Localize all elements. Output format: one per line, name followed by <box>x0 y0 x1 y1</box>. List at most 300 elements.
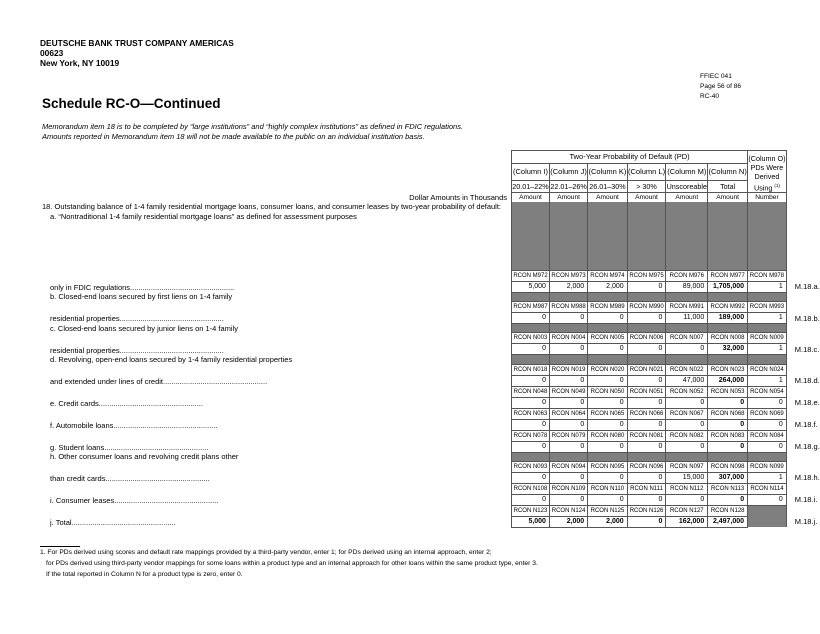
code-row-label <box>42 461 512 472</box>
row-a-label-part: a. “Nontraditional 1-4 family residential mortgage loans” as defined for assessment purposes <box>50 211 357 221</box>
shaded-cell <box>549 292 587 301</box>
form-number: FFIEC 041 <box>700 73 732 80</box>
item-tag: M.18.b. <box>794 313 820 323</box>
rcon-code: RCON N096 <box>627 461 666 472</box>
amount-value: 1 <box>748 375 787 386</box>
column-unit: Amount <box>512 193 550 203</box>
item-tag: M.18.a. <box>794 282 820 292</box>
item-18-intro-text: 18. Outstanding balance of 1-4 family residential mortgage loans, consumer loans, and consumer leases by two-year probability of default: <box>42 202 502 212</box>
row-label-lead: c. Closed-end loans secured by junior liens on 1-4 family <box>50 323 239 333</box>
shaded-cell <box>748 452 787 461</box>
rcon-code: RCON N052 <box>666 386 708 397</box>
row-label-text: e. Credit cards <box>50 398 99 408</box>
code-row <box>42 270 820 281</box>
shaded-cell <box>666 324 708 333</box>
bank-city: New York, NY 10019 <box>40 58 120 68</box>
rcon-code: RCON N097 <box>666 461 708 472</box>
amount-value: 0 <box>512 397 550 408</box>
leader-dots: .................................................. <box>71 518 176 527</box>
amount-value: 0 <box>708 397 748 408</box>
column-o-line3-wrap <box>748 181 786 192</box>
amount-value: 0 <box>627 397 666 408</box>
institution-header <box>40 38 234 68</box>
leader-dots: .................................................. <box>114 496 219 505</box>
shaded-cell <box>666 452 708 461</box>
amount-value: 0 <box>549 494 587 505</box>
shaded-cell <box>748 355 787 364</box>
rcon-code: RCON N114 <box>748 483 787 494</box>
row-label <box>42 472 512 483</box>
amount-value: 1 <box>748 344 787 355</box>
shaded-cell <box>512 355 550 364</box>
amount-value: 0 <box>588 375 627 386</box>
tag-spacer <box>786 386 820 397</box>
tag-spacer <box>786 193 820 203</box>
rcon-code: RCON N022 <box>666 364 708 375</box>
code-row-label <box>42 505 512 516</box>
tag-spacer <box>786 355 820 364</box>
shaded-cell <box>708 452 748 461</box>
column-range: > 30% <box>627 181 666 193</box>
rcon-code: RCON N066 <box>627 408 666 419</box>
code-row <box>42 364 820 375</box>
column-header: (Column K) <box>588 164 627 181</box>
amount-value: 0 <box>588 419 627 430</box>
pd-table <box>42 150 820 528</box>
footnote-line-1: 1. For PDs derived using scores and default rate mappings provided by a third-party vendor, enter 1; for PDs derived using an internal approach, enter 2; <box>40 549 492 556</box>
amount-value: 0 <box>512 472 550 483</box>
rcon-code: RCON N054 <box>748 386 787 397</box>
shaded-cell <box>666 355 708 364</box>
amount-value: 0 <box>588 494 627 505</box>
code-row <box>42 408 820 419</box>
code-row <box>42 333 820 344</box>
row-label <box>42 344 512 355</box>
row-label <box>42 494 512 505</box>
shaded-cell <box>627 452 666 461</box>
header-row-ranges <box>42 181 820 193</box>
amount-value: 0 <box>748 494 787 505</box>
shaded-cell <box>666 202 708 270</box>
shaded-cell <box>549 452 587 461</box>
row-label-text: than credit cards <box>50 474 106 483</box>
tag-spacer <box>786 202 820 270</box>
value-row <box>42 344 820 355</box>
shaded-cell <box>627 292 666 301</box>
rcon-code: RCON N021 <box>627 364 666 375</box>
rcon-code: RCON N018 <box>512 364 550 375</box>
rcon-code: RCON M976 <box>666 270 708 281</box>
amount-value: 0 <box>627 441 666 452</box>
rcon-code: RCON N068 <box>708 408 748 419</box>
rcon-code: RCON N128 <box>708 505 748 516</box>
rcon-code: RCON N049 <box>549 386 587 397</box>
column-o-title: (Column O) <box>748 154 786 163</box>
amount-value: 307,000 <box>708 472 748 483</box>
tag-spacer <box>786 408 820 419</box>
code-row <box>42 461 820 472</box>
row-label-text: j. Total <box>50 518 72 527</box>
amount-value: 5,000 <box>512 516 550 527</box>
leader-dots: .................................................. <box>119 314 224 324</box>
code-row-label <box>42 270 512 281</box>
amount-value: 0 <box>549 397 587 408</box>
rcon-code: RCON M988 <box>549 302 587 313</box>
memorandum-note <box>42 122 742 142</box>
shaded-cell <box>588 355 627 364</box>
rcon-code: RCON N007 <box>666 333 708 344</box>
row-label-text: and extended under lines of credit <box>50 376 163 386</box>
leader-dots: .................................................. <box>163 376 268 386</box>
value-row <box>42 472 820 483</box>
column-range: Total <box>708 181 748 193</box>
rcon-code: RCON N078 <box>512 430 550 441</box>
column-o-footref: (1) <box>774 183 780 188</box>
code-row <box>42 302 820 313</box>
row-label <box>42 516 512 527</box>
header-spacer <box>42 181 512 193</box>
amount-value: 0 <box>708 419 748 430</box>
rcon-code: RCON N083 <box>708 430 748 441</box>
tag-spacer <box>786 452 820 461</box>
column-o-line3: Using <box>754 183 773 193</box>
shaded-cell <box>549 202 587 270</box>
rcon-code: RCON N099 <box>748 461 787 472</box>
code-row <box>42 483 820 494</box>
column-unit: Amount <box>708 193 748 203</box>
tag-spacer <box>786 505 820 516</box>
value-row <box>42 494 820 505</box>
form-id-block <box>700 72 741 102</box>
rcon-code: RCON N098 <box>708 461 748 472</box>
tag-spacer <box>786 324 820 333</box>
amount-value: 0 <box>549 419 587 430</box>
rcon-code: RCON N127 <box>666 505 708 516</box>
rcon-code: RCON M991 <box>666 302 708 313</box>
amount-value: 189,000 <box>708 313 748 324</box>
shaded-cell <box>748 202 787 270</box>
row-label <box>42 375 512 386</box>
row-label-text: residential properties <box>50 314 120 324</box>
note-line-2: Amounts reported in Memorandum item 18 will not be made available to the public on an individual institution basis. <box>42 132 425 141</box>
rcon-code: RCON N004 <box>549 333 587 344</box>
rcon-code: RCON N020 <box>588 364 627 375</box>
shaded-cell <box>588 324 627 333</box>
rcon-code: RCON M990 <box>627 302 666 313</box>
amount-value: 0 <box>708 441 748 452</box>
amount-value: 47,000 <box>666 375 708 386</box>
item-tag: M.18.j. <box>794 517 818 527</box>
code-row <box>42 386 820 397</box>
column-unit: Amount <box>627 193 666 203</box>
column-range: 20.01–22% <box>512 182 549 192</box>
amount-value: 0 <box>666 419 708 430</box>
rcon-code: RCON N003 <box>512 333 550 344</box>
item-tag: M.18.i. <box>794 495 818 505</box>
amount-value: 0 <box>549 472 587 483</box>
tag-spacer <box>786 430 820 441</box>
amount-value: 0 <box>512 419 550 430</box>
rcon-code: RCON M974 <box>588 270 627 281</box>
schedule-title: Schedule RC-O—Continued <box>42 96 221 111</box>
row-label-lead: b. Closed-end loans secured by first liens on 1-4 family <box>50 292 233 302</box>
amount-value: 0 <box>748 419 787 430</box>
code-row-label <box>42 430 512 441</box>
column-o-header <box>748 151 787 193</box>
shaded-cell <box>708 202 748 270</box>
shaded-cell <box>512 202 550 270</box>
rcon-code: RCON N081 <box>627 430 666 441</box>
row-label <box>42 313 512 324</box>
rcon-code: RCON N008 <box>708 333 748 344</box>
row-label-lead: d. Revolving, open-end loans secured by 1-4 family residential properties <box>50 354 293 364</box>
amount-value: 0 <box>512 344 550 355</box>
item-tag: M.18.f. <box>794 420 818 429</box>
label-lead-row <box>42 355 820 364</box>
rcon-code: RCON N082 <box>666 430 708 441</box>
amount-value: 0 <box>549 313 587 324</box>
rcon-code: RCON N079 <box>549 430 587 441</box>
shaded-cell <box>549 324 587 333</box>
shaded-cell <box>748 292 787 301</box>
tag-spacer <box>786 333 820 344</box>
tag-spacer <box>786 483 820 494</box>
amount-value: 0 <box>627 419 666 430</box>
item-tag: M.18.e. <box>794 398 820 407</box>
value-row <box>42 281 820 292</box>
item-18-intro-row <box>42 202 820 270</box>
code-row-label <box>42 333 512 344</box>
label-lead-row <box>42 452 820 461</box>
rcon-code: RCON N023 <box>708 364 748 375</box>
row-label <box>42 397 512 408</box>
amount-value: 2,000 <box>549 281 587 292</box>
shaded-cell <box>708 324 748 333</box>
amount-value: 2,000 <box>588 281 627 292</box>
amount-value: 0 <box>549 441 587 452</box>
item-tag: M.18.c. <box>794 344 820 354</box>
amount-value: 0 <box>666 397 708 408</box>
pd-group-header: Two-Year Probability of Default (PD) <box>512 151 748 164</box>
tag-spacer <box>786 292 820 301</box>
item-18-intro <box>42 202 512 270</box>
amount-value: 0 <box>512 494 550 505</box>
rcon-code: RCON M992 <box>708 302 748 313</box>
header-spacer <box>42 164 512 181</box>
rcon-code: RCON N111 <box>627 483 666 494</box>
rcon-code: RCON N094 <box>549 461 587 472</box>
amount-value: 2,000 <box>588 516 627 527</box>
rcon-code: RCON N064 <box>549 408 587 419</box>
shaded-cell <box>666 292 708 301</box>
tag-spacer <box>786 181 820 193</box>
tag-spacer <box>786 270 820 281</box>
rcon-code: RCON M989 <box>588 302 627 313</box>
amount-value: 0 <box>588 344 627 355</box>
value-row <box>42 441 820 452</box>
code-row-label <box>42 386 512 397</box>
shaded-cell <box>549 355 587 364</box>
amount-value: 0 <box>627 313 666 324</box>
footnote <box>40 547 538 580</box>
column-header: (Column N) <box>708 164 748 181</box>
rcon-code: RCON N053 <box>708 386 748 397</box>
amount-value: 1 <box>748 281 787 292</box>
tag-spacer <box>786 364 820 375</box>
row-label <box>42 419 512 430</box>
amount-value: 0 <box>627 344 666 355</box>
column-header: (Column I) <box>512 164 550 181</box>
amount-value: 89,000 <box>666 281 708 292</box>
value-row <box>42 516 820 527</box>
rcon-code: RCON N067 <box>666 408 708 419</box>
rcon-code: RCON N112 <box>666 483 708 494</box>
shaded-cell <box>708 355 748 364</box>
header-row-columns <box>42 164 820 181</box>
amount-value: 0 <box>512 313 550 324</box>
shaded-cell <box>627 355 666 364</box>
row-label-text: f. Automobile loans <box>50 420 114 430</box>
shaded-cell <box>512 292 550 301</box>
column-header: (Column J) <box>549 164 587 181</box>
amount-value: 0 <box>588 397 627 408</box>
amount-value: 0 <box>748 397 787 408</box>
rcon-code: RCON N005 <box>588 333 627 344</box>
leader-dots: .................................................. <box>119 345 224 355</box>
amount-value: 11,000 <box>666 313 708 324</box>
column-o-unit: Number <box>748 193 787 203</box>
item-tag: M.18.h. <box>794 473 820 483</box>
column-o-line1: PDs Were <box>750 163 784 172</box>
row-label-text: i. Consumer leases <box>50 496 115 505</box>
code-row <box>42 430 820 441</box>
rcon-code: RCON N113 <box>708 483 748 494</box>
amount-value: 0 <box>549 375 587 386</box>
shaded-cell <box>588 452 627 461</box>
footnote-line-3: If the total reported in Column N for a product type is zero, enter 0. <box>46 571 243 578</box>
amount-value: 2,497,000 <box>708 516 748 527</box>
amount-value: 0 <box>588 441 627 452</box>
rcon-code: RCON M993 <box>748 302 787 313</box>
rcon-code: RCON N051 <box>627 386 666 397</box>
amount-value: 0 <box>748 441 787 452</box>
amount-value: 264,000 <box>708 375 748 386</box>
item-tag: M.18.d. <box>794 376 820 385</box>
amount-value: 0 <box>588 313 627 324</box>
row-label-lead: h. Other consumer loans and revolving credit plans other <box>50 452 239 461</box>
value-row <box>42 375 820 386</box>
row-label-text: g. Student loans <box>50 442 105 452</box>
column-header: (Column L) <box>627 164 666 181</box>
bank-name: DEUTSCHE BANK TRUST COMPANY AMERICAS <box>40 38 234 48</box>
tag-spacer <box>786 461 820 472</box>
header-row-group <box>42 151 820 164</box>
column-unit: Amount <box>549 193 587 203</box>
rcon-code: RCON N065 <box>588 408 627 419</box>
value-row <box>42 419 820 430</box>
item-tag: M.18.g. <box>794 442 820 451</box>
shaded-cell <box>588 292 627 301</box>
leader-dots: .................................................. <box>104 442 209 452</box>
column-range: Unscoreable <box>666 182 707 192</box>
amount-value: 2,000 <box>549 516 587 527</box>
amount-value: 1,705,000 <box>708 281 748 292</box>
label-lead-row <box>42 324 820 333</box>
column-unit: Amount <box>666 193 708 203</box>
rcon-code: RCON N009 <box>748 333 787 344</box>
leader-dots: .................................................. <box>105 474 210 483</box>
rcon-code: RCON N080 <box>588 430 627 441</box>
column-header: (Column M) <box>666 164 708 181</box>
amount-value: 1 <box>748 313 787 324</box>
amount-value: 5,000 <box>512 281 550 292</box>
rcon-code: RCON N063 <box>512 408 550 419</box>
label-lead-row <box>42 292 820 301</box>
leader-dots: .................................................. <box>130 283 235 293</box>
rcon-code: RCON N006 <box>627 333 666 344</box>
rcon-code: RCON N108 <box>512 483 550 494</box>
cert-number: 00623 <box>40 48 64 58</box>
header-row-units <box>42 193 820 203</box>
amount-value: 162,000 <box>666 516 708 527</box>
rcon-code: RCON M978 <box>748 270 787 281</box>
rcon-code: RCON N019 <box>549 364 587 375</box>
note-line-1: Memorandum item 18 is to be completed by “large institutions” and “highly complex institutions” as defined in FDIC regulations. <box>42 122 464 131</box>
shaded-cell <box>748 505 787 527</box>
leader-dots: .................................................. <box>113 420 218 430</box>
amount-value: 0 <box>708 494 748 505</box>
amount-value: 0 <box>512 441 550 452</box>
shaded-cell <box>512 452 550 461</box>
rcon-code: RCON N109 <box>549 483 587 494</box>
rcon-code: RCON N084 <box>748 430 787 441</box>
shaded-cell <box>588 202 627 270</box>
row-label <box>42 441 512 452</box>
amount-value: 0 <box>666 344 708 355</box>
rcon-code: RCON M977 <box>708 270 748 281</box>
amount-value: 1 <box>748 472 787 483</box>
rcon-code: RCON M972 <box>512 270 550 281</box>
shaded-cell <box>627 202 666 270</box>
header-spacer <box>42 151 512 164</box>
shaded-cell <box>708 292 748 301</box>
row-label-text: only in FDIC regulations <box>50 283 131 293</box>
rcon-code: RCON M973 <box>549 270 587 281</box>
row-label-text: residential properties <box>50 345 120 355</box>
code-row-label <box>42 364 512 375</box>
shaded-cell <box>627 324 666 333</box>
rcon-code: RCON N125 <box>588 505 627 516</box>
rcon-code: RCON N123 <box>512 505 550 516</box>
rcon-code: RCON N048 <box>512 386 550 397</box>
code-row-label <box>42 483 512 494</box>
value-row <box>42 397 820 408</box>
amount-value: 0 <box>627 516 666 527</box>
dollar-label: Dollar Amounts in Thousands <box>409 193 508 203</box>
column-range: 22.01–26% <box>550 182 587 192</box>
page-number: Page 56 of 86 <box>700 83 742 90</box>
rcon-code: RCON N050 <box>588 386 627 397</box>
amount-value: 0 <box>627 375 666 386</box>
rcon-code: RCON N126 <box>627 505 666 516</box>
amount-value: 0 <box>666 494 708 505</box>
amount-value: 32,000 <box>708 344 748 355</box>
rcon-code: RCON N069 <box>748 408 787 419</box>
footnote-line-2: for PDs derived using third-party vendor mappings for some loans within a product type and an internal approach for other loans within the same product type, enter 3. <box>46 560 538 567</box>
value-row <box>42 313 820 324</box>
amount-value: 0 <box>627 494 666 505</box>
page-code: RC-40 <box>700 93 720 100</box>
